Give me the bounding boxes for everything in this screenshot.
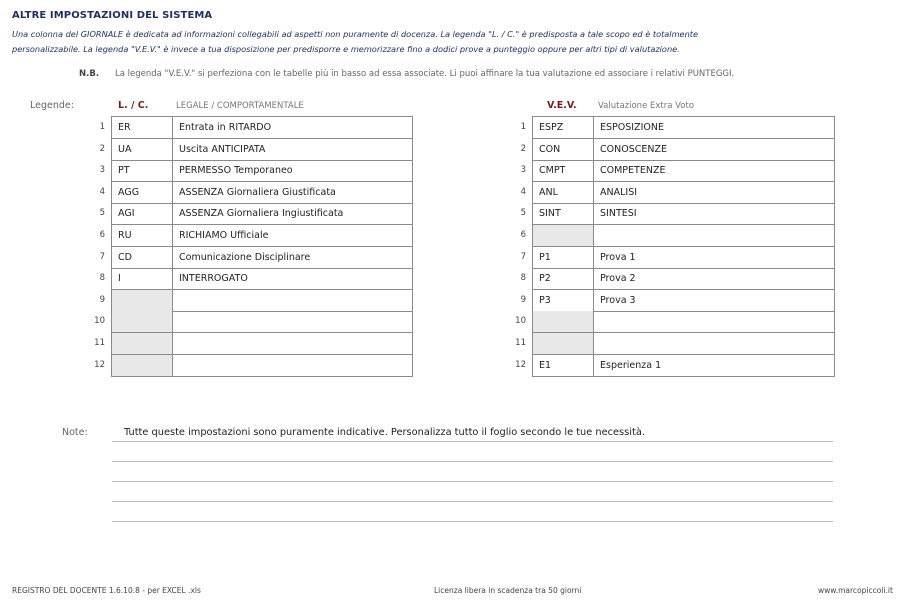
row-description[interactable]: COMPETENZE (600, 165, 666, 177)
row-description[interactable]: INTERROGATO (179, 273, 248, 285)
table-row[interactable] (533, 139, 834, 160)
table-row[interactable] (533, 355, 834, 376)
row-description[interactable]: Prova 3 (600, 294, 636, 306)
row-code[interactable]: ESPZ (533, 117, 594, 138)
row-number: 8 (520, 273, 526, 284)
table-row[interactable] (533, 160, 834, 181)
lc-heading: L. / C. (118, 100, 149, 111)
row-number: 3 (520, 165, 526, 176)
row-description[interactable] (173, 290, 179, 311)
row-code[interactable] (112, 311, 173, 332)
row-description[interactable]: RICHIAMO Ufficiale (179, 230, 269, 241)
row-number: 12 (94, 359, 105, 370)
note-line[interactable] (112, 441, 833, 442)
row-description[interactable]: Prova 2 (600, 273, 636, 285)
note-line[interactable] (112, 521, 833, 522)
lc-table (111, 116, 413, 377)
row-number: 7 (520, 251, 526, 262)
table-row[interactable] (533, 117, 834, 138)
row-number: 7 (99, 251, 105, 262)
note-line[interactable] (112, 501, 833, 502)
note-line[interactable] (112, 481, 833, 482)
row-description[interactable] (173, 333, 179, 354)
table-row[interactable] (533, 311, 834, 332)
vev-subheading: Valutazione Extra Voto (598, 101, 695, 111)
row-code[interactable] (112, 355, 173, 376)
row-description[interactable]: CONOSCENZE (600, 143, 667, 155)
table-row[interactable] (533, 225, 834, 246)
notes-label: Note: (62, 427, 88, 438)
notes-text[interactable]: Tutte queste impostazioni sono puramente indicative. Personalizza tutto il foglio secondo le tue necessità. (124, 427, 645, 438)
table-row[interactable] (112, 139, 412, 160)
row-number: 1 (99, 122, 105, 132)
row-code[interactable]: UA (112, 139, 173, 160)
note-line[interactable] (112, 461, 833, 462)
row-code[interactable]: E1 (533, 355, 594, 376)
row-number: 10 (515, 316, 526, 327)
row-number: 6 (520, 230, 526, 240)
intro-text (12, 27, 872, 57)
table-row[interactable] (112, 268, 412, 289)
row-number: 2 (99, 143, 105, 154)
footer-website[interactable]: www.marcopiccoli.it (818, 586, 893, 595)
row-number: 2 (520, 143, 526, 154)
row-number: 4 (520, 186, 526, 197)
row-description[interactable]: ANALISI (600, 186, 638, 198)
nb-text: La legenda "V.E.V." si perfeziona con le tabelle più in basso ad essa associate. Li puoi affinare la tua valutazione ed associare i relativi PUNTEGGI. (115, 69, 735, 79)
row-number: 11 (515, 338, 526, 348)
row-description[interactable]: Esperienza 1 (600, 359, 662, 371)
row-description[interactable] (594, 311, 600, 332)
table-row[interactable] (112, 203, 412, 224)
row-number: 10 (94, 316, 105, 327)
row-description[interactable]: ASSENZA Giornaliera Ingiustificata (179, 208, 344, 220)
row-code[interactable]: P1 (533, 247, 594, 268)
row-description[interactable]: PERMESSO Temporaneo (179, 165, 293, 177)
table-row[interactable] (112, 182, 412, 203)
table-row[interactable] (112, 333, 412, 354)
intro-line-1: Una colonna del GIORNALE è dedicata ad informazioni collegabili ad aspetti non puramente di docenza. La legenda "L. / C." è predisposta a tale scopo ed è totalmente (12, 29, 699, 39)
lc-subheading: LEGALE / COMPORTAMENTALE (176, 101, 304, 111)
row-code[interactable]: SINT (533, 203, 594, 224)
table-row[interactable] (112, 117, 412, 138)
row-description[interactable]: Entrata in RITARDO (179, 122, 272, 133)
row-code[interactable] (533, 311, 594, 332)
table-row[interactable] (112, 160, 412, 181)
table-row[interactable] (533, 290, 834, 311)
row-code[interactable]: P2 (533, 268, 594, 289)
table-row[interactable] (112, 290, 412, 311)
intro-line-2: personalizzabile. La legenda "V.E.V." è invece a tua disposizione per predisporre e memorizzare fino a dodici prove a punteggio oppure per altri tipi di valutazione. (12, 44, 680, 54)
table-row[interactable] (112, 311, 412, 332)
row-number: 3 (99, 165, 105, 176)
table-row[interactable] (533, 247, 834, 268)
row-number: 5 (520, 208, 526, 219)
row-number: 9 (99, 294, 105, 305)
table-row[interactable] (533, 203, 834, 224)
row-number: 8 (99, 273, 105, 284)
row-number: 6 (99, 230, 105, 240)
row-description[interactable] (173, 355, 179, 376)
row-description[interactable] (594, 225, 600, 246)
table-row[interactable] (533, 268, 834, 289)
table-row[interactable] (112, 225, 412, 246)
row-code[interactable]: CON (533, 139, 594, 160)
row-number: 9 (520, 294, 526, 305)
footer-version: REGISTRO DEL DOCENTE 1.6.10.8 - per EXCEL .xls (12, 586, 201, 595)
row-description[interactable]: ESPOSIZIONE (600, 122, 664, 133)
row-code[interactable]: AGI (112, 203, 173, 224)
row-code[interactable]: RU (112, 225, 173, 246)
row-code[interactable]: CD (112, 247, 173, 268)
row-description[interactable]: Comunicazione Disciplinare (179, 251, 311, 263)
row-code[interactable]: PT (112, 160, 173, 181)
row-number: 4 (99, 186, 105, 197)
row-number: 1 (520, 122, 526, 132)
footer-license: Licenza libera in scadenza tra 50 giorni (434, 586, 582, 595)
row-code[interactable]: ANL (533, 182, 594, 203)
row-description[interactable]: Uscita ANTICIPATA (179, 143, 266, 155)
table-row[interactable] (533, 182, 834, 203)
row-code[interactable]: I (112, 268, 173, 289)
row-code[interactable] (533, 225, 594, 246)
row-code[interactable] (533, 333, 594, 354)
table-row[interactable] (533, 333, 834, 354)
row-code[interactable]: CMPT (533, 160, 594, 181)
table-row[interactable] (112, 247, 412, 268)
row-code[interactable]: AGG (112, 182, 173, 203)
row-number: 11 (94, 338, 105, 348)
nb-label: N.B. (79, 69, 100, 79)
row-description[interactable]: ASSENZA Giornaliera Giustificata (179, 186, 336, 198)
table-row[interactable] (112, 355, 412, 376)
row-description[interactable] (173, 311, 179, 332)
row-number: 5 (99, 208, 105, 219)
row-description[interactable] (594, 333, 600, 354)
row-number: 12 (515, 359, 526, 370)
row-code[interactable]: ER (112, 117, 173, 138)
vev-table (532, 116, 835, 377)
legends-label: Legende: (30, 100, 74, 111)
row-description[interactable]: Prova 1 (600, 251, 636, 263)
row-description[interactable]: SINTESI (600, 208, 637, 220)
row-code[interactable]: P3 (533, 290, 594, 311)
page-title: ALTRE IMPOSTAZIONI DEL SISTEMA (12, 10, 213, 21)
row-code[interactable] (112, 290, 173, 311)
vev-heading: V.E.V. (547, 100, 577, 111)
row-code[interactable] (112, 333, 173, 354)
